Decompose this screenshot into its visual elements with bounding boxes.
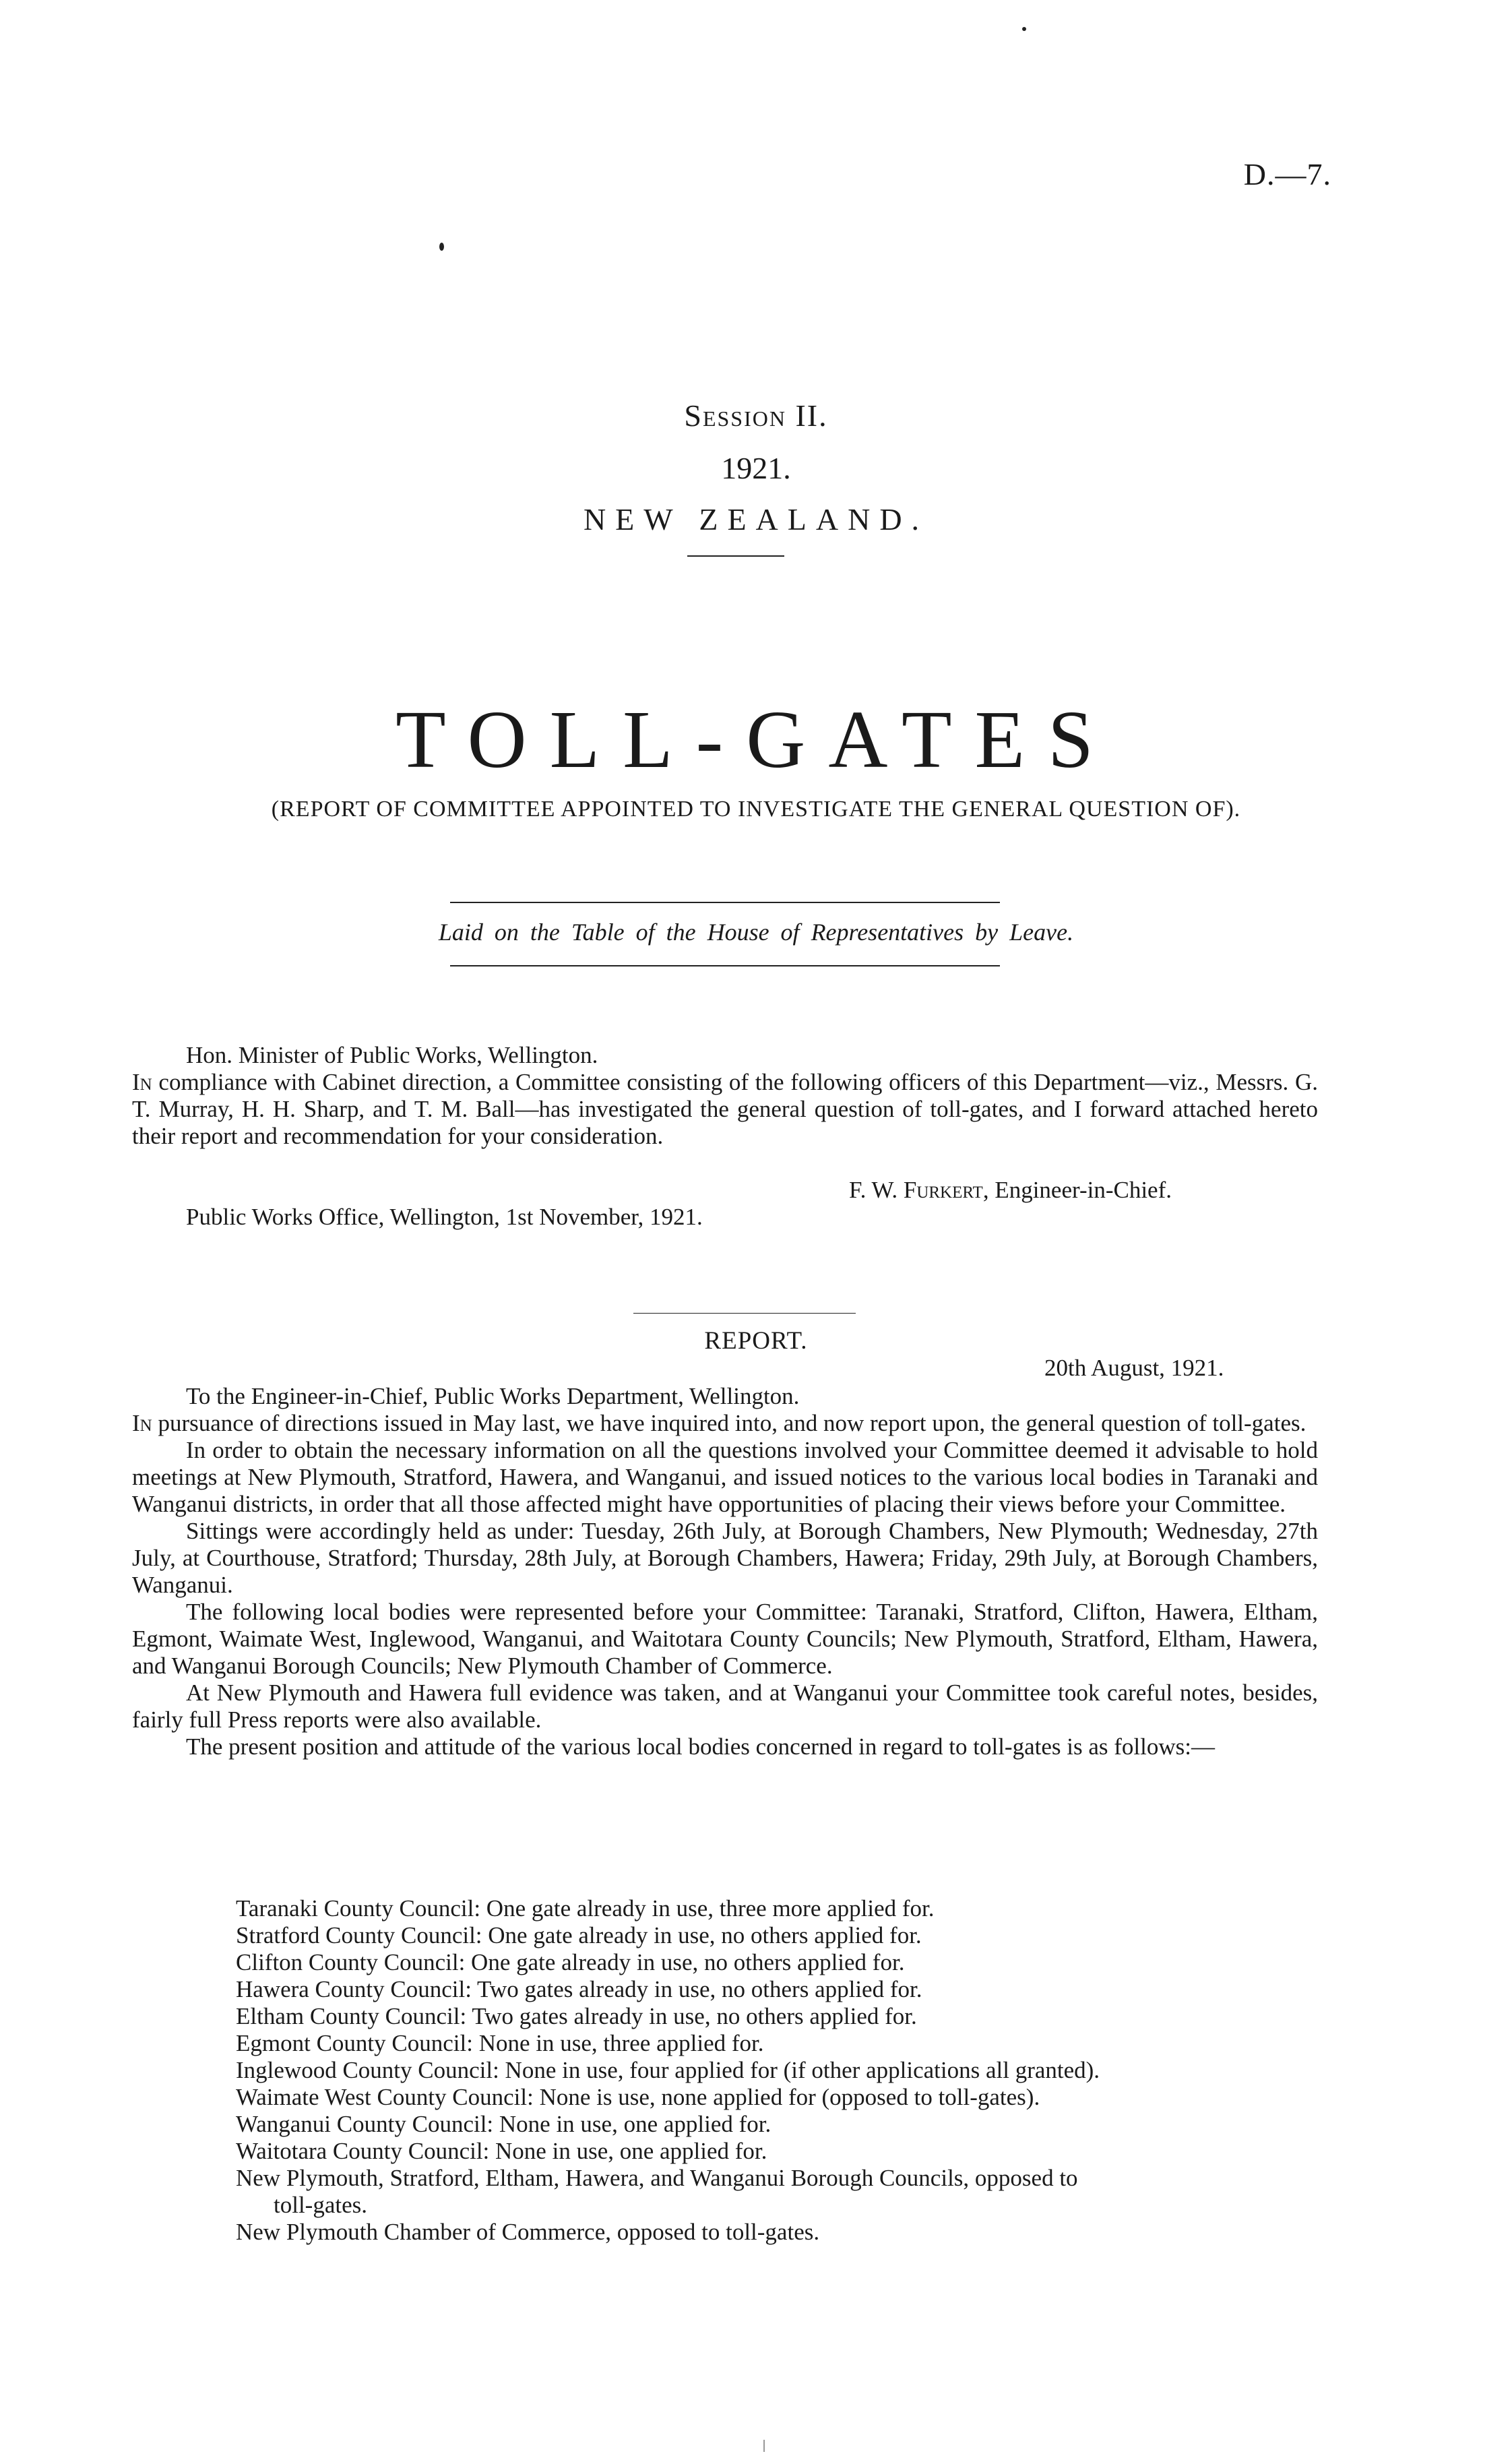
list-item: Egmont County Council: None in use, three applied for. [236, 2030, 764, 2056]
list-item: New Plymouth, Stratford, Eltham, Hawera, and Wanganui Borough Councils, opposed to [236, 2165, 1078, 2191]
document-subtitle: (REPORT OF COMMITTEE APPOINTED TO INVESTIGATE THE GENERAL QUESTION OF). [271, 797, 1241, 822]
report-paragraph: The following local bodies were represented before your Committee: Taranaki, Stratford, Clifton, Hawera, Eltham, Egmont, Waimate West, Inglewood, Wanganui, and Waitotara County Councils; New Plymouth, Stratford, Eltham, Hawera, and Wanganui Borough Councils; New Plymouth Chamber of Commerce. [132, 1599, 1318, 1679]
letter-place-date: Public Works Office, Wellington, 1st November, 1921. [186, 1204, 703, 1230]
signature-title: , Engineer-in-Chief. [982, 1177, 1172, 1203]
divider [687, 555, 784, 557]
report-date: 20th August, 1921. [1044, 1355, 1224, 1381]
report-lead-word: In [132, 1410, 152, 1436]
document-reference: D.—7. [1243, 157, 1331, 191]
list-item: Stratford County Council: One gate already in use, no others applied for. [236, 1922, 922, 1948]
list-item: Hawera County Council: Two gates already in use, no others applied for. [236, 1976, 922, 2002]
print-mark [439, 243, 444, 251]
report-paragraph: In order to obtain the necessary information on all the questions involved your Committee deemed it advisable to hold meetings at New Plymouth, Stratford, Hawera, and Wanganui, and issued notices to the various local bodies in Taranaki and Wanganui districts, in order that all those affected might have opportunities of placing their views before your Committee. [132, 1437, 1318, 1517]
signature-name: Furkert [903, 1177, 983, 1203]
list-item: Clifton County Council: One gate already in use, no others applied for. [236, 1949, 905, 1975]
list-item: Inglewood County Council: None in use, four applied for (if other applications all granted). [236, 2057, 1100, 2083]
divider [450, 902, 1000, 903]
session-year: 1921. [721, 451, 791, 485]
council-positions-list [236, 1895, 1321, 2246]
laid-on-table-note: Laid on the Table of the House of Representatives by Leave. [438, 919, 1074, 946]
report-paragraph: At New Plymouth and Hawera full evidence was taken, and at Wanganui your Committee took careful notes, besides, fairly full Press reports were also available. [132, 1680, 1318, 1733]
report-heading: REPORT. [704, 1327, 808, 1355]
divider [450, 965, 1000, 966]
report-body [132, 1410, 1318, 1760]
report-paragraph [132, 1410, 1318, 1437]
list-item: New Plymouth Chamber of Commerce, opposed to toll-gates. [236, 2219, 820, 2245]
country-heading: NEW ZEALAND. [583, 502, 929, 536]
signature-initials: F. W. [849, 1177, 898, 1203]
list-item: Eltham County Council: Two gates already in use, no others applied for. [236, 2003, 917, 2029]
list-item: Waimate West County Council: None is use, none applied for (opposed to toll-gates). [236, 2084, 1040, 2110]
letter-addressee: Hon. Minister of Public Works, Wellington. [186, 1042, 598, 1068]
letter-lead-word: In [132, 1069, 152, 1095]
session-line [0, 398, 1512, 433]
session-number: II. [795, 398, 828, 433]
letter-signature [849, 1177, 1172, 1204]
list-item-continuation: toll-gates. [274, 2192, 367, 2218]
list-item: Wanganui County Council: None in use, one applied for. [236, 2111, 771, 2137]
report-paragraph: The present position and attitude of the various local bodies concerned in regard to toll-gates is as follows:— [186, 1733, 1215, 1760]
session-word: Session [684, 398, 786, 433]
report-paragraph: Sittings were accordingly held as under: Tuesday, 26th July, at Borough Chambers, New Plymouth; Wednesday, 27th July, at Courthouse, Stratford; Thursday, 28th July, at Borough Chambers, Hawera; Friday, 29th July, at Borough Chambers, Wanganui. [132, 1518, 1318, 1598]
letter-body [132, 1069, 1318, 1150]
report-addressee: To the Engineer-in-Chief, Public Works Department, Wellington. [186, 1383, 800, 1409]
print-mark [763, 2440, 765, 2452]
print-mark [1022, 27, 1026, 31]
report-paragraph-text: pursuance of directions issued in May last, we have inquired into, and now report upon, the general question of toll-gates. [152, 1410, 1306, 1436]
letter-body-text: compliance with Cabinet direction, a Committee consisting of the following officers of this Department—viz., Messrs. G. T. Murray, H. H. Sharp, and T. M. Ball—has investigated the general question of toll-gates, and I forward attached hereto their report and recommendation for your consideration. [132, 1069, 1318, 1149]
list-item: Waitotara County Council: None in use, one applied for. [236, 2138, 767, 2164]
divider [633, 1313, 856, 1314]
document-title: TOLL-GATES [396, 694, 1116, 785]
list-item: Taranaki County Council: One gate already in use, three more applied for. [236, 1895, 935, 1921]
